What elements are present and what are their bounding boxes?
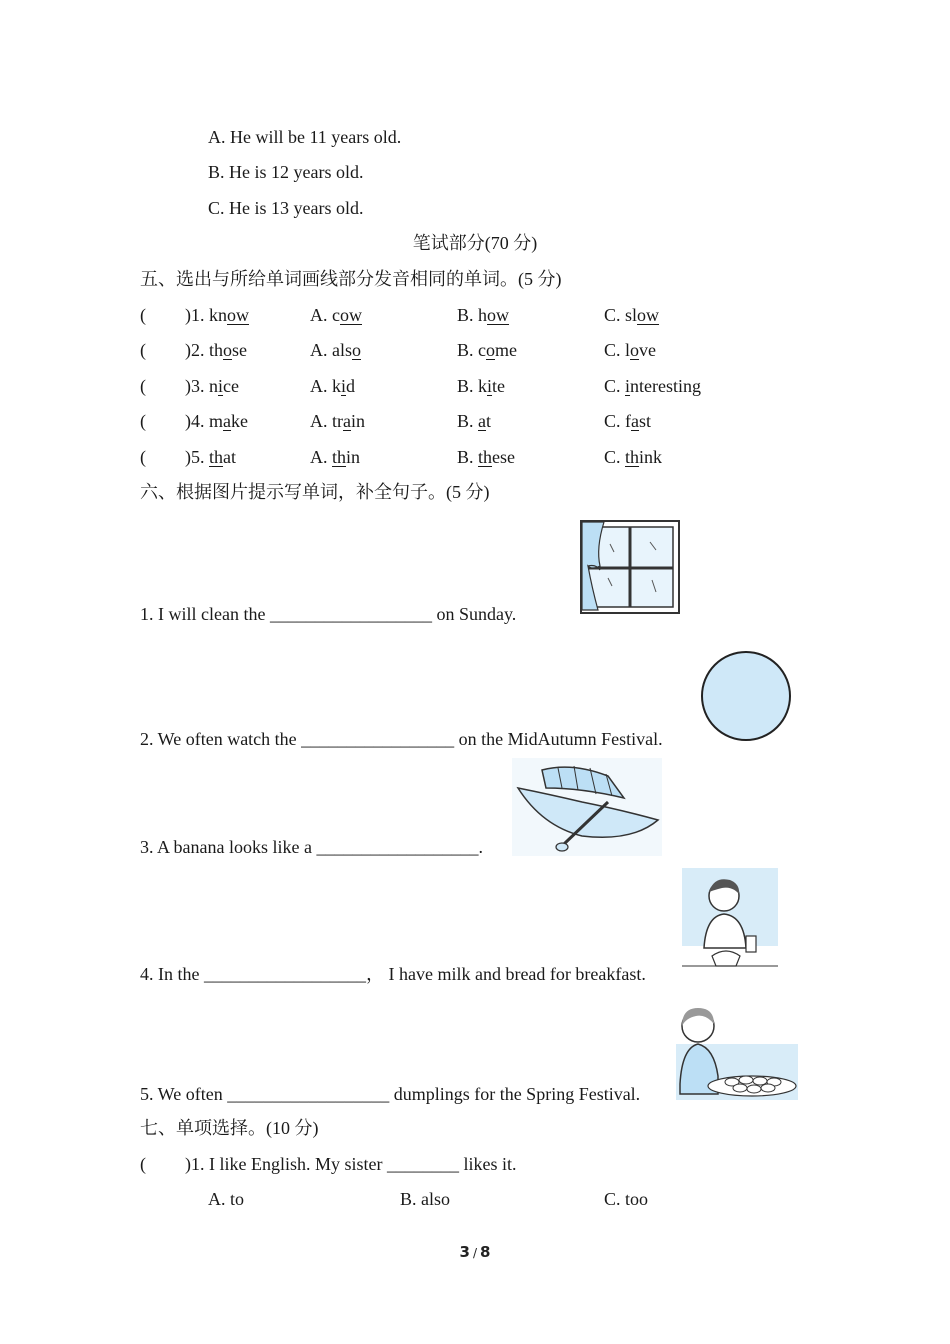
word-part: C. xyxy=(604,447,626,467)
phonics-question-2 xyxy=(185,339,247,361)
written-section-heading: 笔试部分(70 分) xyxy=(412,233,538,253)
phonics-option-a xyxy=(310,410,365,432)
word-part: nteresting xyxy=(630,376,702,396)
word-part: at xyxy=(223,447,237,467)
word-part: A. tr xyxy=(310,411,343,431)
sentence-4: 4. In the __________________， I have milk and bread for breakfast. xyxy=(140,964,646,984)
word-part: m xyxy=(209,411,224,431)
word-part: B. c xyxy=(457,340,486,360)
answer-paren: ( xyxy=(140,305,146,325)
underlined-sound: ow xyxy=(227,305,249,325)
word-part: C. f xyxy=(604,411,631,431)
word-part: C. sl xyxy=(604,305,638,325)
phonics-question-4 xyxy=(185,410,248,432)
phonics-option-c xyxy=(604,339,656,361)
phonics-option-b xyxy=(457,410,491,432)
underlined-sound: a xyxy=(343,411,351,431)
word-part: B. h xyxy=(457,305,488,325)
word-part: A. als xyxy=(310,340,352,360)
question-number: )2. xyxy=(185,340,209,360)
underlined-sound: i xyxy=(341,376,347,396)
make-dumplings-picture xyxy=(676,1004,798,1100)
word-part: st xyxy=(639,411,652,431)
word-part: th xyxy=(209,340,224,360)
word-part: ce xyxy=(223,376,239,396)
underlined-sound: ow xyxy=(637,305,660,325)
listening-option-c: C. He is 13 years old. xyxy=(208,198,364,218)
phonics-option-b xyxy=(457,339,517,361)
question-number: )5. xyxy=(185,447,209,467)
underlined-sound: o xyxy=(223,340,233,360)
phonics-option-c xyxy=(604,375,701,397)
word-part: n xyxy=(209,376,218,396)
section6-title: 六、根据图片提示写单词，补全句子。(5 分) xyxy=(140,482,490,502)
word-part: A. k xyxy=(310,376,341,396)
underlined-sound: a xyxy=(223,411,232,431)
phonics-option-a xyxy=(310,339,361,361)
boat-picture xyxy=(512,758,662,856)
word-part: se xyxy=(232,340,248,360)
answer-paren: ( xyxy=(140,411,146,431)
sentence-1: 1. I will clean the __________________ on Sunday. xyxy=(140,604,517,624)
sentence-5: 5. We often __________________ dumplings for the Spring Festival. xyxy=(140,1084,641,1104)
phonics-option-c xyxy=(604,446,662,468)
sentence-3: 3. A banana looks like a __________________. xyxy=(140,837,483,857)
listening-option-a: A. He will be 11 years old. xyxy=(208,127,402,147)
word-part: B. k xyxy=(457,376,488,396)
mc-option-c: C. too xyxy=(604,1189,649,1209)
underlined-sound: a xyxy=(631,411,639,431)
mc-option-b: B. also xyxy=(400,1189,451,1209)
word-part: ink xyxy=(639,447,663,467)
underlined-sound: o xyxy=(486,340,495,360)
word-part: C. xyxy=(604,376,626,396)
phonics-option-a xyxy=(310,446,360,468)
word-part: ve xyxy=(639,340,657,360)
underlined-sound: th xyxy=(478,447,493,467)
word-part: B. xyxy=(457,447,479,467)
phonics-question-3 xyxy=(185,375,239,397)
word-part: in xyxy=(346,447,361,467)
phonics-option-b xyxy=(457,304,509,326)
window-picture xyxy=(578,518,682,616)
question-number: )3. xyxy=(185,376,209,396)
answer-paren: ( xyxy=(140,447,146,467)
mc-question-1: )1. I like English. My sister ________ likes it. xyxy=(185,1154,517,1174)
section7-title: 七、单项选择。(10 分) xyxy=(140,1118,319,1138)
question-number: )1. xyxy=(185,305,209,325)
word-part: d xyxy=(346,376,356,396)
underlined-sound: a xyxy=(478,411,487,431)
word-part: B. xyxy=(457,411,479,431)
underlined-sound: th xyxy=(332,447,347,467)
morning-breakfast-picture xyxy=(682,868,778,980)
question-number: )4. xyxy=(185,411,209,431)
moon-picture xyxy=(698,650,796,748)
underlined-sound: th xyxy=(625,447,640,467)
word-part: A. xyxy=(310,447,332,467)
underlined-sound: i xyxy=(625,376,631,396)
phonics-option-c xyxy=(604,304,659,326)
underlined-sound: o xyxy=(352,340,361,360)
mc-option-a: A. to xyxy=(208,1189,244,1209)
underlined-sound: i xyxy=(487,376,493,396)
listening-option-b: B. He is 12 years old. xyxy=(208,162,364,182)
answer-paren: ( xyxy=(140,340,146,360)
underlined-sound: ow xyxy=(487,305,510,325)
word-part: ke xyxy=(231,411,249,431)
word-part: te xyxy=(492,376,506,396)
word-part: kn xyxy=(209,305,227,325)
phonics-option-b xyxy=(457,375,505,397)
answer-paren: ( xyxy=(140,1154,146,1174)
phonics-option-c xyxy=(604,410,651,432)
section5-title: 五、选出与所给单词画线部分发音相同的单词。(5 分) xyxy=(140,269,562,289)
word-part: t xyxy=(486,411,492,431)
phonics-question-5 xyxy=(185,446,236,468)
underlined-sound: th xyxy=(209,447,224,467)
phonics-option-a xyxy=(310,375,355,397)
word-part: me xyxy=(495,340,517,360)
underlined-sound: i xyxy=(218,376,224,396)
word-part: A. c xyxy=(310,305,340,325)
phonics-option-b xyxy=(457,446,515,468)
phonics-question-1 xyxy=(185,304,249,326)
phonics-option-a xyxy=(310,304,362,326)
page-number: 3 / 8 xyxy=(459,1243,491,1261)
sentence-2: 2. We often watch the _________________ on the MidAutumn Festival. xyxy=(140,729,663,749)
answer-paren: ( xyxy=(140,376,146,396)
underlined-sound: o xyxy=(630,340,640,360)
underlined-sound: ow xyxy=(340,305,362,325)
word-part: ese xyxy=(492,447,516,467)
word-part: in xyxy=(351,411,366,431)
word-part: C. l xyxy=(604,340,631,360)
